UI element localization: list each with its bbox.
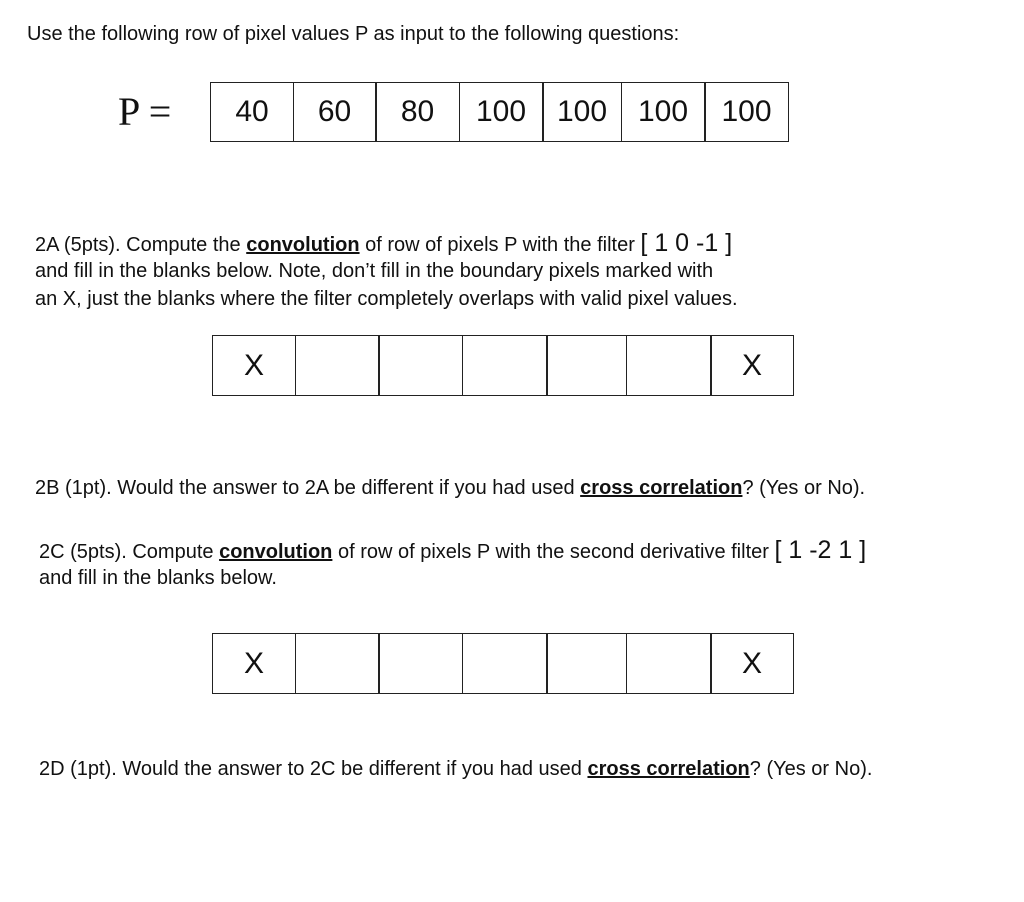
pixel-cell: 40	[210, 82, 294, 142]
q2d-keyword: cross correlation	[587, 758, 750, 780]
q2a-line2: and fill in the blanks below. Note, don’t fill in the boundary pixels marked with	[35, 260, 714, 282]
q2c-line1	[39, 536, 866, 566]
q2b-prefix: 2B (1pt). Would the answer to 2A be different if you had used	[35, 477, 581, 499]
answer-cell-blank[interactable]	[462, 335, 548, 396]
answer-cell-blank[interactable]	[295, 633, 380, 694]
pixel-cell: 100	[542, 82, 622, 142]
q2a-keyword: convolution	[246, 234, 360, 256]
pixel-cell: 60	[293, 82, 377, 142]
answer-cell-blank[interactable]	[378, 335, 463, 396]
answer-row-c	[212, 633, 794, 694]
q2b-keyword: cross correlation	[580, 477, 743, 499]
answer-cell-blank[interactable]	[626, 633, 712, 694]
q2d-prefix: 2D (1pt). Would the answer to 2C be different if you had used	[39, 758, 588, 780]
q2b-text	[35, 474, 865, 502]
answer-cell-boundary: X	[710, 335, 794, 396]
q2d-text	[39, 755, 872, 783]
pixel-cell: 100	[459, 82, 544, 142]
answer-cell-blank[interactable]	[546, 633, 627, 694]
q2a-prefix: 2A (5pts). Compute the	[35, 234, 247, 256]
q2c-keyword: convolution	[219, 541, 333, 563]
answer-row-a	[212, 335, 794, 396]
q2a-filter: [ 1 0 -1 ]	[640, 229, 733, 257]
q2a-mid: of row of pixels P with the filter	[359, 234, 641, 256]
answer-cell-blank[interactable]	[295, 335, 380, 396]
pixel-cell: 100	[621, 82, 706, 142]
q2c-mid: of row of pixels P with the second derivative filter	[332, 541, 775, 563]
q2c-line2: and fill in the blanks below.	[39, 567, 277, 589]
answer-cell-boundary: X	[710, 633, 794, 694]
pixel-row	[210, 82, 789, 142]
q2a-line1	[35, 229, 732, 259]
q2d-suffix: ? (Yes or No).	[749, 758, 873, 780]
pixel-cell: 80	[375, 82, 460, 142]
answer-cell-blank[interactable]	[546, 335, 627, 396]
answer-cell-boundary: X	[212, 335, 296, 396]
pixel-cell: 100	[704, 82, 789, 142]
q2c-filter: [ 1 -2 1 ]	[774, 536, 867, 564]
intro-text: Use the following row of pixel values P as input to the following questions:	[27, 23, 680, 45]
answer-cell-blank[interactable]	[462, 633, 548, 694]
answer-cell-blank[interactable]	[626, 335, 712, 396]
q2c-prefix: 2C (5pts). Compute	[39, 541, 220, 563]
answer-cell-blank[interactable]	[378, 633, 463, 694]
q2b-suffix: ? (Yes or No).	[742, 477, 866, 499]
p-label: P =	[118, 89, 172, 134]
q2a-line3: an X, just the blanks where the filter completely overlaps with valid pixel values.	[35, 288, 738, 310]
answer-cell-boundary: X	[212, 633, 296, 694]
